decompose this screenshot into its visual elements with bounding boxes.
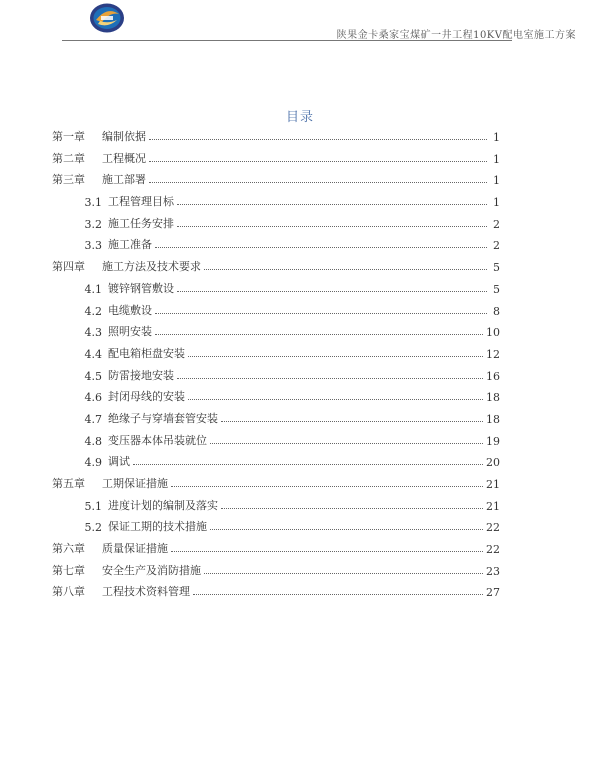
toc-dot-leader	[188, 399, 483, 400]
toc-entry-page: 21	[486, 478, 500, 491]
toc-dot-leader	[221, 421, 483, 422]
toc-entry[interactable]	[52, 278, 500, 296]
toc-entry-number: 3.3	[84, 239, 102, 253]
toc-entry-title: 镀锌钢管敷设	[108, 281, 174, 295]
toc-entry-number: 第六章	[52, 542, 85, 556]
toc-entry-title: 进度计划的编制及落实	[108, 498, 218, 512]
toc-entry-title: 施工任务安排	[108, 216, 174, 230]
toc-entry-number: 4.3	[84, 326, 102, 340]
toc-dot-leader	[221, 508, 483, 509]
toc-entry-title: 绝缘子与穿墙套管安装	[108, 411, 218, 425]
toc-heading: 目录	[285, 110, 314, 125]
toc-dot-leader	[149, 182, 487, 183]
toc-entry-title: 施工部署	[102, 173, 146, 187]
toc-dot-leader	[171, 551, 483, 552]
toc-entry[interactable]	[52, 560, 500, 578]
toc-entry-page: 1	[493, 131, 500, 144]
toc-entry-number: 第三章	[52, 173, 85, 187]
toc-entry-page: 5	[493, 282, 500, 296]
toc-dot-leader	[155, 313, 487, 314]
toc-entry-title: 防雷接地安装	[108, 368, 174, 382]
toc-dot-leader	[210, 443, 483, 444]
toc-entry-page: 16	[486, 369, 500, 383]
toc-entry-page: 5	[493, 261, 500, 275]
toc-entry-number: 第二章	[52, 151, 85, 165]
toc-entry[interactable]	[52, 430, 500, 448]
toc-dot-leader	[149, 161, 487, 162]
toc-entry[interactable]	[52, 256, 500, 274]
toc-dot-leader	[133, 464, 483, 465]
toc-dot-leader	[204, 269, 487, 270]
toc-entry-number: 4.5	[84, 369, 102, 383]
toc-entry-title: 配电箱柜盘安装	[108, 346, 185, 360]
toc-entry-number: 第八章	[52, 585, 85, 599]
toc-dot-leader	[204, 573, 483, 574]
toc-entry-number: 4.1	[84, 282, 102, 296]
toc-entry-number: 4.8	[84, 434, 102, 448]
toc-entry-number: 4.6	[84, 391, 102, 405]
toc-entry-number: 5.1	[84, 499, 102, 513]
toc-entry-page: 10	[486, 326, 500, 340]
toc-entry-number: 3.1	[84, 196, 102, 210]
header-divider	[62, 40, 512, 41]
toc-entry-title: 工程概况	[102, 151, 146, 165]
table-of-contents	[52, 126, 500, 603]
toc-dot-leader	[171, 486, 483, 487]
toc-entry[interactable]	[52, 365, 500, 383]
toc-dot-leader	[177, 204, 487, 205]
toc-entry[interactable]	[52, 191, 500, 209]
toc-entry-page: 22	[486, 521, 500, 535]
toc-entry[interactable]	[52, 148, 500, 166]
toc-dot-leader	[177, 226, 487, 227]
toc-entry-title: 变压器本体吊装就位	[108, 433, 207, 447]
toc-entry-page: 19	[486, 434, 500, 448]
toc-entry-number: 第四章	[52, 260, 85, 274]
toc-entry-title: 施工准备	[108, 238, 152, 252]
toc-dot-leader	[155, 334, 483, 335]
toc-entry[interactable]	[52, 169, 500, 187]
toc-entry[interactable]	[52, 495, 500, 513]
toc-entry-title: 保证工期的技术措施	[108, 520, 207, 534]
document-header-title: 陕果金卡桑家宝煤矿一井工程10KV配电室施工方案	[336, 30, 576, 41]
toc-entry-title: 照明安装	[108, 325, 152, 339]
toc-entry-number: 4.2	[84, 304, 102, 318]
toc-entry[interactable]	[52, 126, 500, 144]
toc-entry-title: 工期保证措施	[102, 477, 168, 490]
toc-dot-leader	[177, 291, 487, 292]
toc-entry-page: 20	[486, 456, 500, 470]
toc-entry-page: 18	[486, 412, 500, 426]
toc-entry[interactable]	[52, 300, 500, 318]
toc-entry-page: 1	[493, 152, 500, 166]
toc-entry-page: 1	[493, 174, 500, 188]
toc-dot-leader	[210, 529, 483, 530]
toc-entry-number: 4.4	[84, 347, 102, 361]
toc-entry-number: 第七章	[52, 563, 85, 577]
toc-entry[interactable]	[52, 408, 500, 426]
toc-dot-leader	[193, 594, 483, 595]
toc-entry-number: 4.9	[84, 456, 102, 470]
toc-entry[interactable]	[52, 581, 500, 599]
toc-entry-page: 22	[486, 543, 500, 557]
toc-dot-leader	[149, 139, 487, 140]
toc-entry-title: 编制依据	[102, 130, 146, 143]
toc-entry-page: 21	[486, 499, 500, 513]
toc-entry-number: 4.7	[84, 412, 102, 426]
toc-entry-page: 2	[493, 217, 500, 231]
toc-entry-number: 5.2	[84, 521, 102, 535]
toc-entry-page: 1	[493, 196, 500, 210]
toc-entry[interactable]	[52, 234, 500, 252]
toc-entry-page: 27	[486, 586, 500, 600]
toc-entry[interactable]	[52, 516, 500, 534]
toc-entry[interactable]	[52, 451, 500, 469]
toc-entry[interactable]	[52, 321, 500, 339]
toc-entry[interactable]	[52, 343, 500, 361]
toc-entry-page: 2	[493, 239, 500, 253]
toc-entry-title: 调试	[108, 455, 130, 469]
toc-entry-title: 工程管理目标	[108, 195, 174, 209]
toc-entry-title: 电缆敷设	[108, 303, 152, 317]
toc-entry[interactable]	[52, 473, 500, 491]
toc-entry-title: 工程技术资料管理	[102, 585, 190, 599]
toc-entry-title: 质量保证措施	[102, 542, 168, 556]
toc-entry-title: 安全生产及消防措施	[102, 563, 201, 577]
toc-entry-title: 施工方法及技术要求	[102, 260, 201, 274]
toc-entry-page: 8	[493, 304, 500, 318]
toc-entry-number: 3.2	[84, 217, 102, 231]
toc-entry-page: 12	[486, 347, 500, 361]
toc-dot-leader	[155, 247, 487, 248]
toc-dot-leader	[188, 356, 483, 357]
toc-entry[interactable]	[52, 386, 500, 404]
toc-entry-title: 封闭母线的安装	[108, 390, 185, 404]
toc-entry-number: 第五章	[52, 477, 85, 490]
toc-dot-leader	[177, 378, 483, 379]
toc-entry-page: 18	[486, 391, 500, 405]
toc-entry-number: 第一章	[52, 130, 85, 143]
toc-entry[interactable]	[52, 538, 500, 556]
toc-entry[interactable]	[52, 213, 500, 231]
toc-entry-page: 23	[486, 564, 500, 578]
